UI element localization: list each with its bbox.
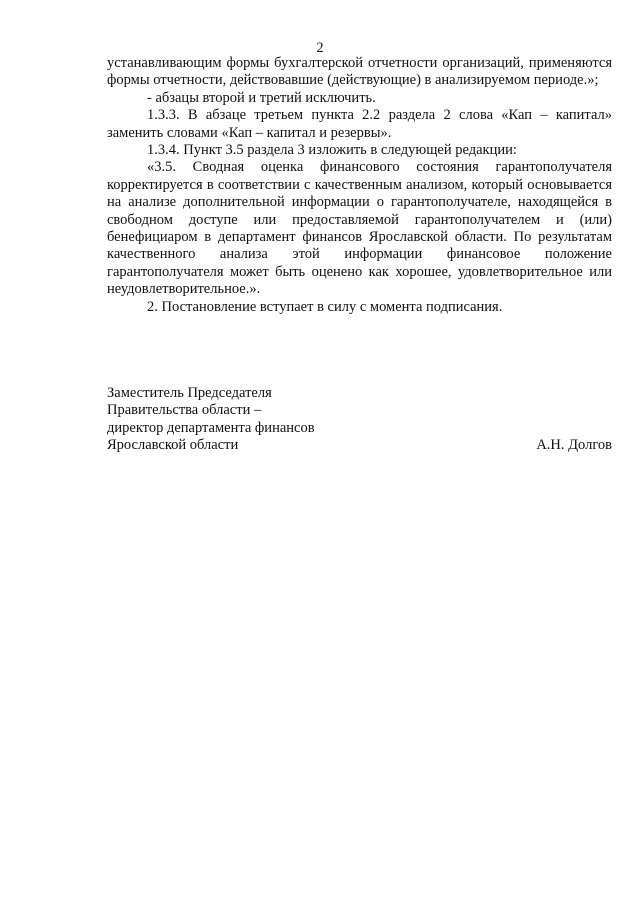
signature-block [107, 385, 612, 455]
signature-last-row [107, 437, 612, 454]
signature-position-line-1: Заместитель Председателя [107, 385, 272, 401]
document-body [107, 55, 612, 316]
signature-position-line-2: Правительства области – [107, 402, 262, 419]
page-number: 2 [316, 40, 324, 56]
paragraph-1-3-3: 1.3.3. В абзаце третьем пункта 2.2 раздела 2 слова «Кап – капитал» заменить словами «Кап – капитал и резервы». [107, 107, 612, 141]
paragraph-continuation: устанавливающим формы бухгалтерской отчетности организаций, применяются формы отчетности, действовавшие (действующие) в анализируемом периоде.»; [107, 55, 612, 89]
paragraph-3-5-quote: «3.5. Сводная оценка финансового состояния гарантополучателя корректируется в соответствии с качественным анализом, который основывается на анализе дополнительной информации о гарантополучателе, находящейся в свободном доступе или предоставляемой гарантополучателем и (или) бенефициаром в департамент финансов Ярославской области. По результатам качественного анализа этой информации финансовое положение гарантополучателя может быть оценено как хорошее, удовлетворительное или неудовлетворительное.». [107, 159, 612, 298]
signatory-name: А.Н. Долгов [536, 437, 612, 454]
paragraph-exclusion: - абзацы второй и третий исключить. [147, 89, 376, 106]
paragraph-effective-date: 2. Постановление вступает в силу с момента подписания. [147, 298, 503, 315]
signature-position-line-3: директор департамента финансов [107, 419, 315, 436]
paragraph-1-3-4: 1.3.4. Пункт 3.5 раздела 3 изложить в следующей редакции: [147, 142, 517, 159]
signature-position-line-4: Ярославской области [107, 437, 239, 454]
